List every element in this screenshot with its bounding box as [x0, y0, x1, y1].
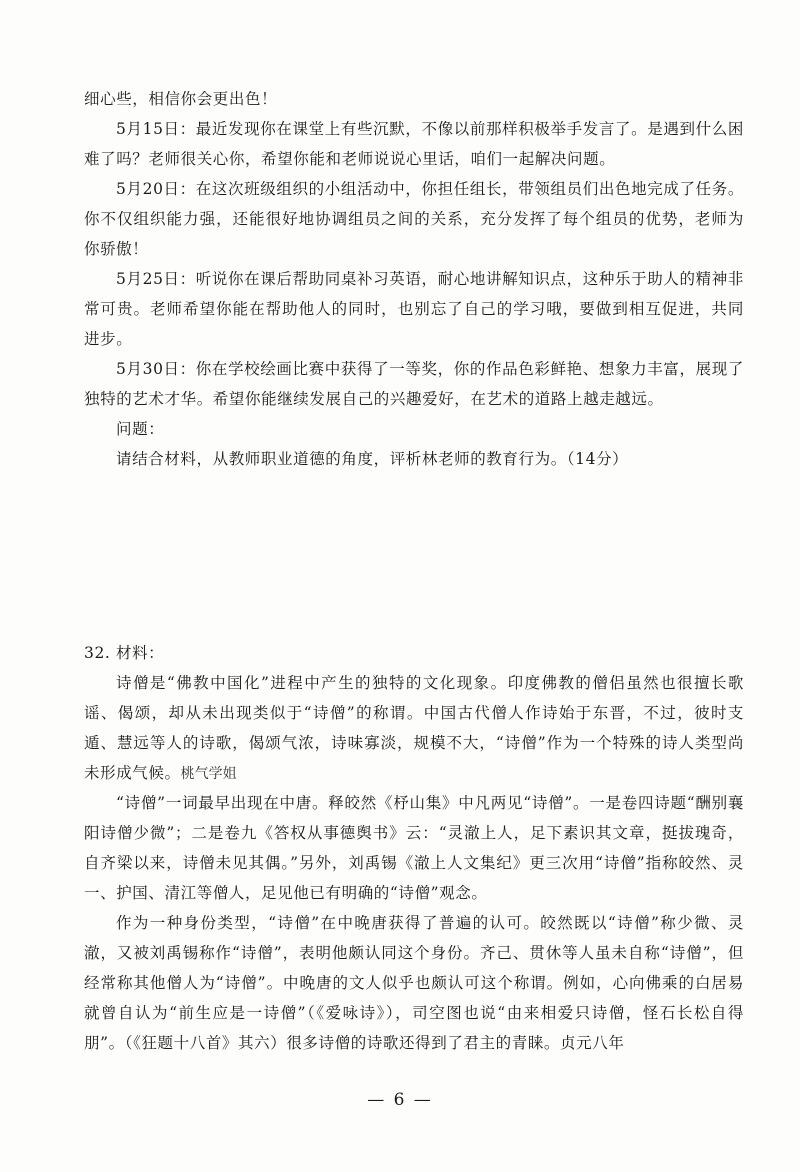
entry-may-15: 5月15日：最近发现你在课堂上有些沉默，不像以前那样积极举手发言了。是遇到什么困难了吗？老师很关心你，希望你能和老师说说心里话，咱们一起解决问题。: [84, 120, 744, 168]
entry-may-20: 5月20日：在这次班级组织的小组活动中，你担任组长，带领组员们出色地完成了任务。你不仅组织能力强，还能很好地协调组员之间的关系，充分发挥了每个组员的优势，老师为你骄傲！: [84, 180, 744, 258]
continuation-line: 细心些，相信你会更出色！: [84, 90, 278, 108]
material-paragraph-1-text: 诗僧是“佛教中国化”进程中产生的独特的文化现象。印度佛教的僧侣虽然也很擅长歌谣、偈颂，却从未出现类似于“诗僧”的称谓。中国古代僧人作诗始于东晋，不过，彼时支遁、慧远等人的诗歌，偈颂气浓，诗味寡淡，规模不大，“诗僧”作为一个特殊的诗人类型尚未形成气候。: [84, 674, 744, 782]
section-1-material: [84, 84, 744, 474]
material-paragraph-3: 作为一种身份类型，“诗僧”在中晚唐获得了普遍的认可。皎然既以“诗僧”称少微、灵澈，又被刘禹锡称作“诗僧”，表明他颇认同这个身份。齐己、贯休等人虽未自称“诗僧”，但经常称其他僧人为“诗僧”。中晚唐的文人似乎也颇认可这个称谓。例如，心向佛乘的白居易就曾自认为“前生应是一诗僧”（《爱咏诗》），司空图也说“由来相爱只诗僧，怪石长松自得朋”。（《狂题十八首》其六）很多诗僧的诗歌还得到了君主的青睐。贞元八年: [84, 914, 744, 1052]
page-number: — 6 —: [367, 1090, 433, 1110]
question-text: 请结合材料，从教师职业道德的角度，评析林老师的教育行为。（14分）: [116, 450, 629, 468]
question-label: 问题：: [116, 420, 165, 438]
question-32-heading: 32. 材料：: [84, 644, 165, 662]
material-paragraph-2: “诗僧”一词最早出现在中唐。释皎然《杼山集》中凡两见“诗僧”。一是卷四诗题“酬别襄阳诗僧少微”；二是卷九《答权从事德舆书》云：“灵澈上人，足下素识其文章，挺拔瑰奇，自齐梁以来，诗僧未见其偶。”另外，刘禹锡《澈上人文集纪》更三次用“诗僧”指称皎然、灵一、护国、清江等僧人，足见他已有明确的“诗僧”观念。: [84, 794, 744, 902]
entry-may-25: 5月25日：听说你在课后帮助同桌补习英语，耐心地讲解知识点，这种乐于助人的精神非常可贵。老师希望你能在帮助他人的同时，也别忘了自己的学习哦，要做到相互促进，共同进步。: [84, 270, 744, 348]
entry-may-30: 5月30日：你在学校绘画比赛中获得了一等奖，你的作品色彩鲜艳、想象力丰富，展现了独特的艺术才华。希望你能继续发展自己的兴趣爱好，在艺术的道路上越走越远。: [84, 360, 744, 408]
section-2-material: [84, 638, 744, 1058]
material-paragraph-1: [84, 668, 744, 788]
watermark-text: 桃气学姐: [180, 765, 237, 781]
